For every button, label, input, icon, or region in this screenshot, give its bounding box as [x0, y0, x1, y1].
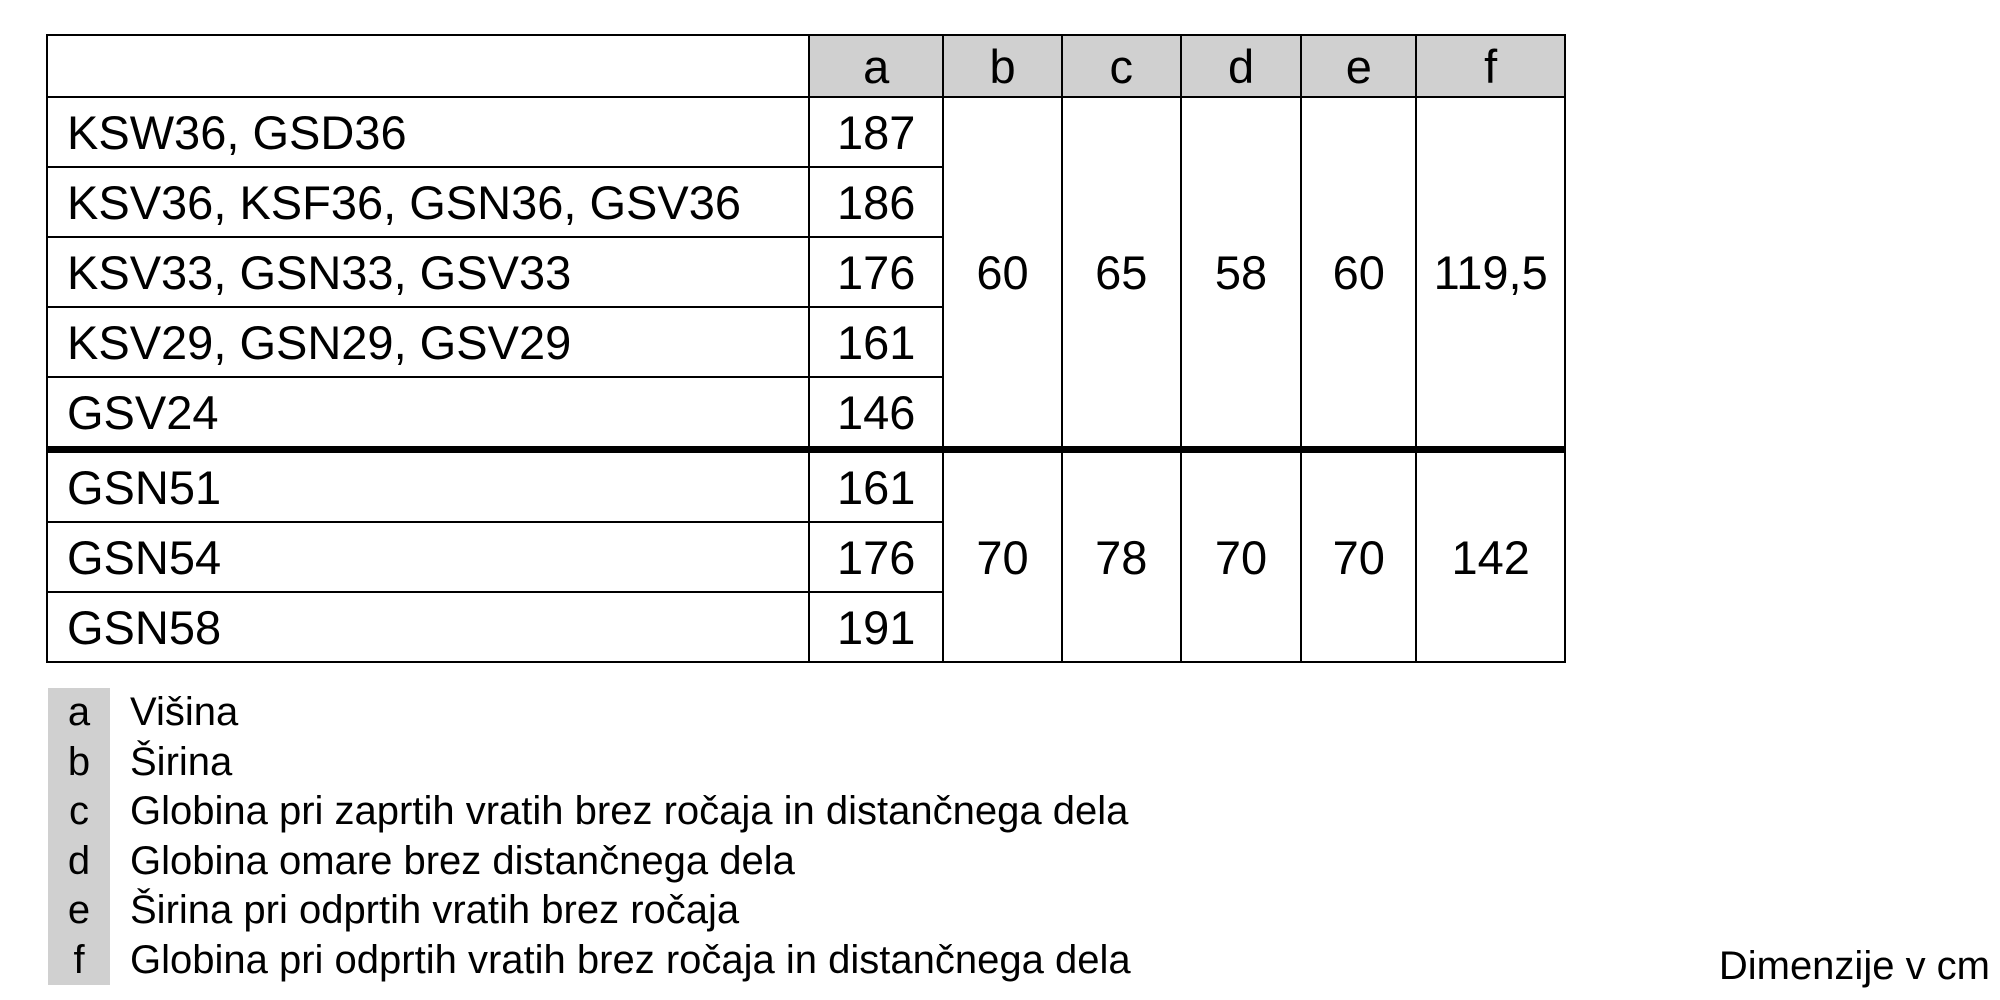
column-header-b: b	[943, 35, 1061, 97]
dimension-legend	[48, 688, 1131, 985]
legend-item	[48, 886, 1131, 936]
table-header-row	[47, 35, 1565, 97]
group1-width-cell: 60	[943, 97, 1061, 450]
model-cell: KSV29, GSN29, GSV29	[47, 307, 809, 377]
legend-item	[48, 936, 1131, 986]
group1-depth-open-cell: 119,5	[1416, 97, 1565, 450]
height-cell: 161	[809, 307, 943, 377]
column-header-d: d	[1181, 35, 1301, 97]
legend-item	[48, 688, 1131, 738]
legend-text: Širina pri odprtih vratih brez ročaja	[130, 888, 740, 933]
table-row	[47, 450, 1565, 523]
model-cell: GSN54	[47, 522, 809, 592]
height-cell: 161	[809, 450, 943, 523]
column-header-e: e	[1301, 35, 1416, 97]
legend-letter: a	[48, 688, 110, 738]
group2-cabinet-depth-cell: 70	[1181, 450, 1301, 663]
height-cell: 176	[809, 237, 943, 307]
legend-text: Globina pri odprtih vratih brez ročaja in distančnega dela	[130, 937, 1131, 982]
table-row	[47, 97, 1565, 167]
legend-text: Globina omare brez distančnega dela	[130, 838, 795, 883]
height-cell: 176	[809, 522, 943, 592]
legend-letter: e	[48, 886, 110, 936]
legend-text: Širina	[130, 739, 233, 784]
column-header-f: f	[1416, 35, 1565, 97]
height-cell: 191	[809, 592, 943, 662]
model-cell: KSW36, GSD36	[47, 97, 809, 167]
header-blank-cell	[47, 35, 809, 97]
height-cell: 146	[809, 377, 943, 450]
model-cell: GSN51	[47, 450, 809, 523]
height-cell: 186	[809, 167, 943, 237]
legend-item	[48, 787, 1131, 837]
model-cell: GSN58	[47, 592, 809, 662]
group2-width-cell: 70	[943, 450, 1061, 663]
model-cell: KSV33, GSN33, GSV33	[47, 237, 809, 307]
legend-text: Globina pri zaprtih vratih brez ročaja in distančnega dela	[130, 789, 1129, 834]
legend-text: Višina	[130, 690, 239, 735]
column-header-c: c	[1062, 35, 1181, 97]
legend-letter: c	[48, 787, 110, 837]
legend-letter: f	[48, 936, 110, 986]
height-cell: 187	[809, 97, 943, 167]
column-header-a: a	[809, 35, 943, 97]
legend-item	[48, 738, 1131, 788]
dimensions-table	[46, 34, 1566, 663]
group2-depth-open-cell: 142	[1416, 450, 1565, 663]
model-cell: GSV24	[47, 377, 809, 450]
legend-item	[48, 837, 1131, 887]
group1-depth-closed-cell: 65	[1062, 97, 1181, 450]
legend-letter: b	[48, 738, 110, 788]
legend-letter: d	[48, 837, 110, 887]
group1-cabinet-depth-cell: 58	[1181, 97, 1301, 450]
model-cell: KSV36, KSF36, GSN36, GSV36	[47, 167, 809, 237]
group2-width-open-cell: 70	[1301, 450, 1416, 663]
group2-depth-closed-cell: 78	[1062, 450, 1181, 663]
group1-width-open-cell: 60	[1301, 97, 1416, 450]
unit-note: Dimenzije v cm	[1718, 944, 1990, 988]
